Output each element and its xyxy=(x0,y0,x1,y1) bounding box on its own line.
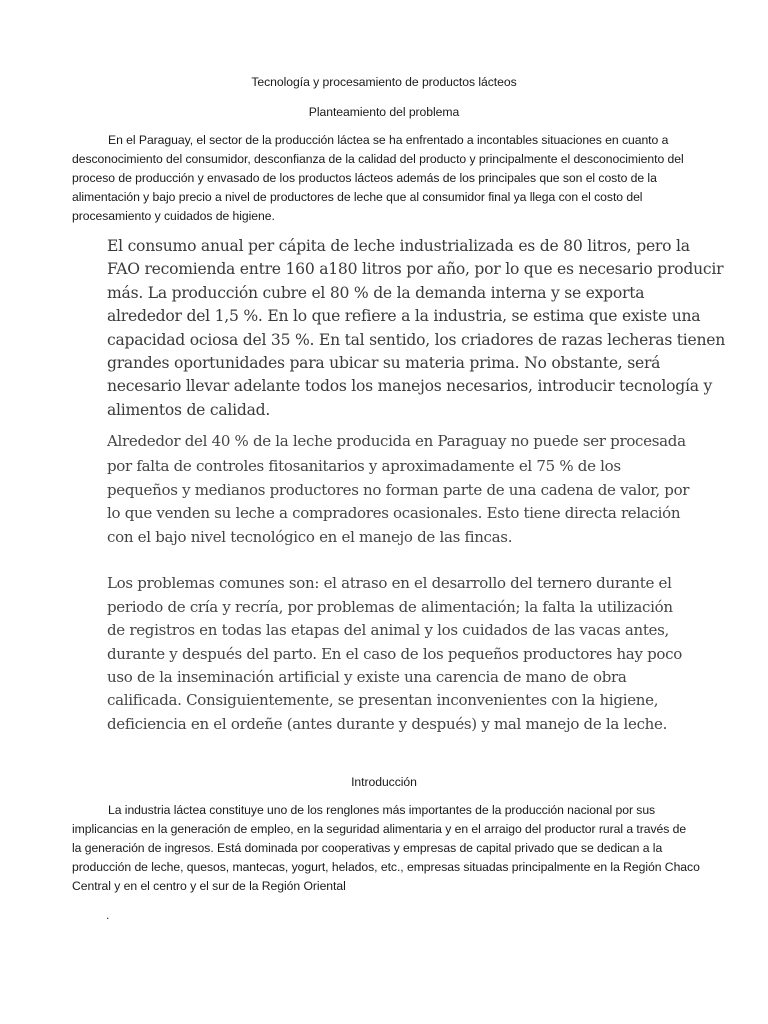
trailing-period: . xyxy=(106,908,110,922)
quote-line: Los problemas comunes son: el atraso en el desarrollo del ternero durante el xyxy=(107,574,672,592)
paragraph-line: producción de leche, quesos, mantecas, yogurt, helados, etc., empresas situadas principalmente en la Región Chaco xyxy=(72,860,700,874)
quote-line: con el bajo nivel tecnológico en el manejo de las fincas. xyxy=(107,528,513,546)
quote-line: lo que venden su leche a compradores ocasionales. Esto tiene directa relación xyxy=(107,504,681,522)
quote-line: El consumo anual per cápita de leche industrializada es de 80 litros, pero la xyxy=(107,237,690,255)
quote-line: calificada. Consiguientemente, se presentan inconvenientes con la higiene, xyxy=(107,691,659,709)
quote-line: de registros en todas las etapas del animal y los cuidados de las vacas antes, xyxy=(107,621,669,639)
paragraph-line: la generación de ingresos. Está dominada por cooperativas y empresas de capital privado que se dedican a la xyxy=(72,841,663,855)
document-title: Tecnología y procesamiento de productos lácteos xyxy=(251,75,517,89)
quote-line: alimentos de calidad. xyxy=(107,401,271,419)
quote-line: más. La producción cubre el 80 % de la demanda interna y se exporta xyxy=(107,284,645,302)
quote-line: capacidad ociosa del 35 %. En tal sentido, los criadores de razas lecheras tienen xyxy=(107,331,726,349)
quote-line: durante y después del parto. En el caso de los pequeños productores hay poco xyxy=(107,645,682,663)
quote-line: deficiencia en el ordeñe (antes durante y después) y mal manejo de la leche. xyxy=(107,715,668,733)
paragraph-line: implicancias en la generación de empleo, en la seguridad alimentaria y en el arraigo del productor rural a través de xyxy=(72,822,687,836)
paragraph-line: desconocimiento del consumidor, desconfianza de la calidad del producto y principalmente el desconocimiento del xyxy=(72,152,684,166)
quote-line: FAO recomienda entre 160 a180 litros por año, por lo que es necesario producir xyxy=(107,260,724,278)
quote-line: alrededor del 1,5 %. En lo que refiere a la industria, se estima que existe una xyxy=(107,307,701,325)
paragraph-line: Central y en el centro y el sur de la Región Oriental xyxy=(72,879,346,893)
paragraph-line: procesamiento y cuidados de higiene. xyxy=(72,209,275,223)
paragraph-line: La industria láctea constituye uno de los renglones más importantes de la producción nacional por sus xyxy=(108,803,656,817)
section-heading-planteamiento: Planteamiento del problema xyxy=(308,105,460,119)
quote-line: grandes oportunidades para ubicar su materia prima. No obstante, será xyxy=(107,354,661,372)
paragraph-line: proceso de producción y envasado de los productos lácteos además de los principales que son el costo de la xyxy=(72,171,657,185)
paragraph-line: alimentación y bajo precio a nivel de productores de leche que al consumidor final ya llega con el costo del xyxy=(72,190,643,204)
paragraph-line: En el Paraguay, el sector de la producción láctea se ha enfrentado a incontables situaciones en cuanto a xyxy=(108,133,669,147)
quote-line: periodo de cría y recría, por problemas de alimentación; la falta la utilización xyxy=(107,598,673,616)
section-heading-introduccion: Introducción xyxy=(351,775,417,789)
quote-line: Alrededor del 40 % de la leche producida en Paraguay no puede ser procesada xyxy=(107,432,686,450)
quote-line: uso de la inseminación artificial y existe una carencia de mano de obra xyxy=(107,668,627,686)
quote-line: pequeños y medianos productores no forman parte de una cadena de valor, por xyxy=(107,481,690,499)
quote-line: por falta de controles fitosanitarios y aproximadamente el 75 % de los xyxy=(107,457,621,475)
quote-line: necesario llevar adelante todos los manejos necesarios, introducir tecnología y xyxy=(107,377,713,395)
